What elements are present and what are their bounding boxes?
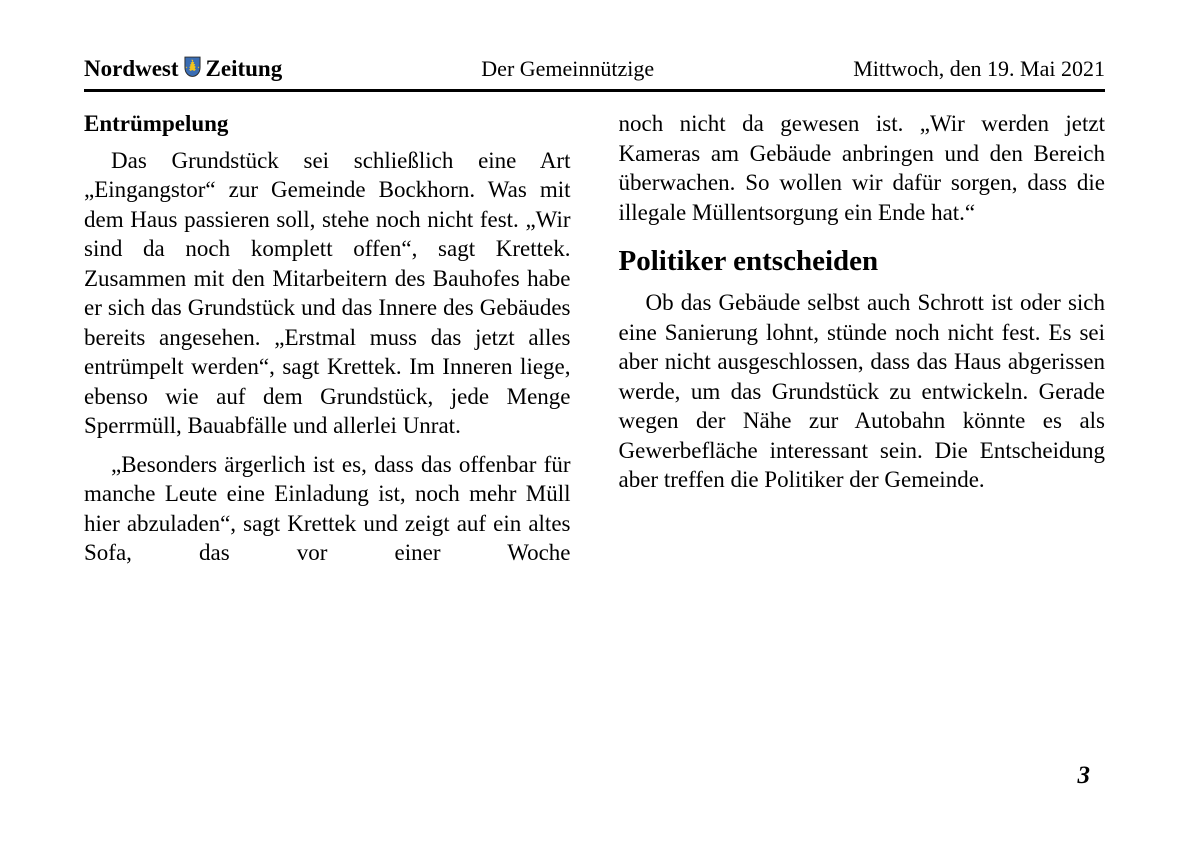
left-column	[84, 109, 571, 568]
page-content	[84, 0, 1105, 568]
paragraph: Das Grundstück sei schließlich eine Art „Eingangstor“ zur Gemeinde Bockhorn. Was mit dem Haus passieren soll, stehe noch nicht fest. „Wir sind da noch komplett offen“, sagt Krettek. Zusammen mit den Mitarbeitern des Bauhofes habe er sich das Grundstück und das Innere des Gebäudes bereits angesehen. „Erstmal muss das jetzt alles entrümpelt werden“, sagt Krettek. Im Inneren liege, ebenso wie auf dem Grundstück, jede Menge Sperrmüll, Bauabfälle und allerlei Unrat.	[84, 147, 571, 438]
paragraph: „Besonders ärgerlich ist es, dass das offenbar für manche Leute eine Einladung ist, noch mehr Müll hier abzuladen“, sagt Krettek und zeigt auf ein altes Sofa, das vor einer Woche	[84, 451, 571, 565]
paragraph-continuation: noch nicht da gewesen ist. „Wir werden jetzt Kameras am Gebäude anbringen und den Bereich überwachen. So wollen wir dafür sorgen, dass die illegale Müllentsorgung ein Ende hat.“	[618, 111, 1105, 225]
brand-name-left: Nordwest	[84, 55, 179, 81]
article-heading: Entrümpelung	[84, 111, 229, 136]
page-header	[84, 55, 1105, 92]
coat-of-arms-icon	[184, 56, 201, 83]
edition-title: Der Gemeinnützige	[481, 56, 655, 81]
paragraph: Ob das Gebäude selbst auch Schrott ist oder sich eine Sanierung lohnt, stünde noch nicht fest. Es sei aber nicht ausgeschlossen, dass das Haus abgerissen werde, um das Grundstück zu entwickeln. Gerade wegen der Nähe zur Autobahn könnte es als Gewerbefläche interessant sein. Die Entscheidung aber treffen die Politiker der Gemeinde.	[618, 290, 1105, 492]
section-heading: Politiker entscheiden	[618, 245, 879, 277]
article-columns	[84, 109, 1105, 568]
page-number: 3	[1077, 762, 1090, 789]
brand-name-right: Zeitung	[205, 55, 283, 81]
newspaper-brand	[84, 55, 282, 82]
issue-date: Mittwoch, den 19. Mai 2021	[853, 56, 1105, 81]
right-column	[619, 109, 1106, 568]
